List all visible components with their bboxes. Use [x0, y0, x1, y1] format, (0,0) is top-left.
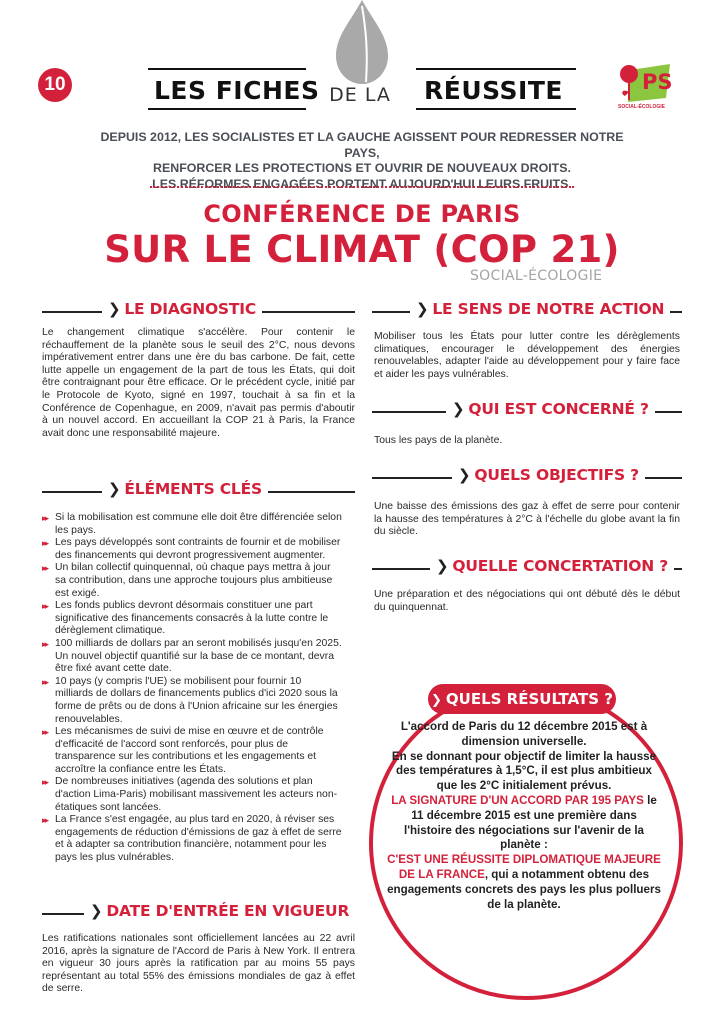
list-item: ▸▸ Les mécanismes de suivi de mise en œuvre et de contrôle d'efficacité de l'accord sont renforcés, pour plus de transparence sur les contributions et les engagements et accroître la confiance entre les États. [42, 726, 324, 775]
results-paragraph-3: LA SIGNATURE D'UN ACCORD PAR 195 PAYS le 11 décembre 2015 est une première dans l'histoire des négociations sur l'avenir de la planète : [391, 793, 657, 852]
header-rule-bottom-left [148, 108, 306, 110]
list-item: ▸▸ 100 milliards de dollars par an seront mobilisés jusqu'en 2025. Un nouvel objectif quantifié sur la base de ce montant, devra être fixé avant cette date. [42, 637, 342, 675]
section-title-elements: ❯ ÉLÉMENTS CLÉS [102, 480, 268, 498]
ps-logo-subtext: SOCIAL-ÉCOLOGIE [618, 104, 665, 110]
drop-icon [330, 0, 394, 86]
double-arrow-icon: ▸▸ [42, 727, 48, 738]
results-paragraph-1: L'accord de Paris du 12 décembre 2015 est à dimension universelle. [400, 720, 648, 748]
double-arrow-icon: ▸▸ [42, 601, 48, 612]
section-title-concertation: ❯ QUELLE CONCERTATION ? [430, 557, 674, 575]
header-rule-bottom-right [416, 108, 576, 110]
page-subtitle: SOCIAL-ÉCOLOGIE [470, 268, 603, 284]
results-text [386, 720, 662, 912]
list-item: ▸▸ 10 pays (y compris l'UE) se mobilisent pour fournir 10 milliards de dollars de financements publics d'ici 2020 sous la forme de prêts ou de dons à l'Union africaine sur les énergies renouvelables. [42, 675, 338, 725]
list-item: ▸▸ Si la mobilisation est commune elle doit être différenciée selon les pays. [42, 512, 342, 536]
double-arrow-icon: ▸▸ [42, 815, 48, 826]
list-item: ▸▸ De nombreuses initiatives (agenda des solutions et plan d'action Lima-Paris) mobilisant massivement les acteurs non-étatiques sont lancées. [42, 776, 338, 813]
concerne-text: Tous les pays de la planète. [374, 435, 503, 446]
diagnostic-text: Le changement climatique s'accélère. Pour contenir le réchauffement de la planète sous le seuil des 2°C, nous devons impérativement entrer dans une ère du bas carbone. De fait, cette lutte appelle un engagement de la part de tous les États, qui doit être contraignant pour être efficace. Or le précédent cycle, initié par le Protocole de Kyoto, signé en 1997, touchait à sa fin et la Conférence de Copenhague, en 2009, n'avait pas permis d'aboutir à un nouvel accord. En accueillant la COP 21 à Paris, la France avait donc une responsabilité majeure. [42, 327, 355, 439]
double-arrow-icon: ▸▸ [42, 563, 48, 574]
header-word-reussite: RÉUSSITE [424, 76, 563, 105]
results-paragraph-4: C'EST UNE RÉUSSITE DIPLOMATIQUE MAJEURE DE LA FRANCE, qui a notamment obtenu des engagements concrets des pays les plus polluers de la planète. [387, 853, 661, 911]
chevron-right-icon: ❯ [90, 902, 103, 920]
list-item: ▸▸ Les fonds publics devront désormais constituer une part significative des financements consacrés à la lutte contre le dérèglement climatique. [42, 600, 329, 637]
double-arrow-icon: ▸▸ [42, 676, 48, 687]
ps-logo [616, 58, 672, 114]
intro-line-3: LES RÉFORMES ENGAGÉES PORTENT AUJOURD'HUI LEURS FRUITS. [152, 176, 572, 191]
section-title-concerne: ❯ QUI EST CONCERNÉ ? [446, 400, 655, 418]
chevron-right-icon: ❯ [458, 466, 471, 484]
chevron-right-icon: ❯ [416, 300, 429, 318]
ps-logo-text: PS [642, 70, 673, 94]
chevron-right-icon: ❯ [108, 480, 121, 498]
header-rule-top-left [148, 68, 306, 70]
list-item: ▸▸ Un bilan collectif quinquennal, où chaque pays mettra à jour sa contribution, dans une approche toujours plus ambitieuse est exigé. [42, 562, 333, 599]
double-arrow-icon: ▸▸ [42, 538, 48, 549]
page-title-line-2: SUR LE CLIMAT (COP 21) [104, 228, 620, 271]
results-highlight-2: C'EST UNE RÉUSSITE DIPLOMATIQUE MAJEURE DE LA FRANCE [387, 853, 661, 881]
double-arrow-icon: ▸▸ [42, 513, 48, 523]
chevron-right-icon: ❯ [452, 400, 465, 418]
results-paragraph-2: En se donnant pour objectif de limiter la hausse des températures à 1,5°C, il est plus ambitieux que les 2°C initialement prévus. [391, 749, 657, 793]
date-text: Les ratifications nationales sont officiellement lancées au 22 avril 2016, après la signature de l'Accord de Paris à New York. Il entrera en vigueur 30 jours après la ratification par au moins 55 pays représentant au total 55% des émissions mondiales de gaz à effet de serre. [42, 933, 355, 995]
chevron-right-icon: ❯ [108, 300, 121, 318]
section-title-objectifs: ❯ QUELS OBJECTIFS ? [452, 466, 645, 484]
intro-line-1: DEPUIS 2012, LES SOCIALISTES ET LA GAUCHE AGISSENT POUR REDRESSER NOTRE PAYS, [100, 130, 624, 160]
intro-line-2: RENFORCER LES PROTECTIONS ET OUVRIR DE NOUVEAUX DROITS. [153, 161, 571, 175]
header-word-fiches: LES FICHES [154, 76, 320, 105]
fiche-number-badge: 10 [38, 68, 72, 102]
section-title-sens: ❯ LE SENS DE NOTRE ACTION [410, 300, 670, 318]
double-arrow-icon: ▸▸ [42, 777, 48, 788]
section-title-diagnostic: ❯ LE DIAGNOSTIC [102, 300, 262, 318]
chevron-right-icon: ❯ [431, 693, 442, 708]
objectifs-text: Une baisse des émissions des gaz à effet de serre pour contenir la hausse des températures à 2°C à l'échelle du globe avant la fin du siècle. [374, 501, 680, 538]
section-title-date: ❯ DATE D'ENTRÉE EN VIGUEUR [84, 902, 355, 920]
header-word-de-la: DE LA [329, 84, 391, 106]
list-item: ▸▸ Les pays développés sont contraints de fournir et de mobiliser des financements qui devront progressivement augmenter. [42, 537, 341, 561]
results-title-badge: ❯ QUELS RÉSULTATS ? [428, 684, 616, 714]
header-rule-top-right [416, 68, 576, 70]
elements-list [42, 512, 342, 865]
intro-text [90, 130, 634, 192]
sens-text: Mobiliser tous les États pour lutter contre les dérèglements climatiques, encourager le développement des énergies renouvelables, adapter l'aide au développement pour y faire face et aider les pays vulnérables. [374, 331, 680, 380]
list-item: ▸▸ La France s'est engagée, au plus tard en 2020, à réviser ses engagements de réduction d'émissions de gaz à effet de serre et à adapter sa contribution financière, notamment pour les pays les plus vulnérables. [42, 814, 342, 864]
double-arrow-icon: ▸▸ [42, 638, 48, 649]
results-highlight-1: LA SIGNATURE D'UN ACCORD PAR 195 PAYS [391, 793, 644, 807]
intro-dotted-separator [150, 186, 574, 188]
page-title-line-1: CONFÉRENCE DE PARIS [203, 200, 521, 228]
chevron-right-icon: ❯ [436, 557, 449, 575]
concertation-text: Une préparation et des négociations qui ont débuté dès le début du quinquennat. [374, 589, 680, 613]
